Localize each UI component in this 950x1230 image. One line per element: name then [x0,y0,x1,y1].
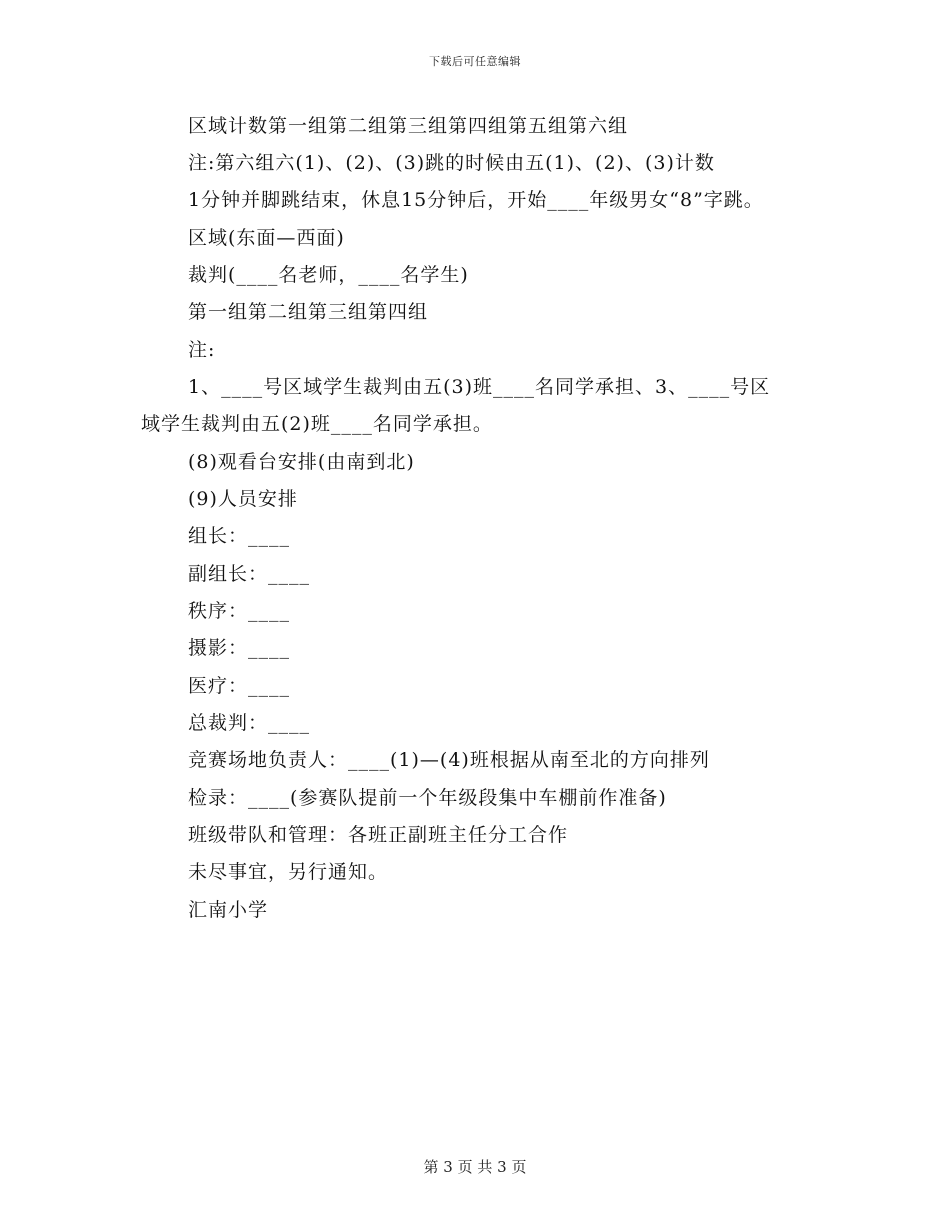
text-line: (8)观看台安排(由南到北) [188,451,415,473]
text-line: 第一组第二组第三组第四组 [188,301,429,323]
text-line: 副组长：____ [188,563,311,585]
text-line: 摄影：____ [188,637,291,659]
text-line: 注:第六组六(1)、(2)、(3)跳的时候由五(1)、(2)、(3)计数 [188,152,715,174]
text-line: 秩序：____ [188,600,291,622]
text-line: 总裁判：____ [188,712,311,734]
page-header: 下载后可任意编辑 [429,55,521,68]
text-line: 1、____号区域学生裁判由五(3)班____名同学承担、3、____号区 [188,376,771,398]
text-line: 检录：____(参赛队提前一个年级段集中车棚前作准备) [188,787,667,809]
text-line: (9)人员安排 [188,488,298,510]
text-line: 域学生裁判由五(2)班____名同学承担。 [141,413,493,435]
text-line: 区域(东面—西面) [188,227,345,249]
text-line: 1分钟并脚跳结束，休息15分钟后，开始____年级男女“8”字跳。 [188,189,764,211]
text-line: 未尽事宜，另行通知。 [188,861,389,883]
page-footer: 第 3 页 共 3 页 [423,1158,527,1176]
text-line: 医疗：____ [188,675,291,697]
text-line: 区域计数第一组第二组第三组第四组第五组第六组 [188,115,629,137]
text-line: 汇南小学 [188,899,269,921]
text-line: 组长：____ [188,525,291,547]
text-line: 班级带队和管理：各班正副班主任分工合作 [188,824,569,846]
text-line: 竞赛场地负责人：____(1)—(4)班根据从南至北的方向排列 [188,749,710,771]
text-line: 注: [188,339,216,361]
text-line: 裁判(____名老师，____名学生) [188,264,469,286]
